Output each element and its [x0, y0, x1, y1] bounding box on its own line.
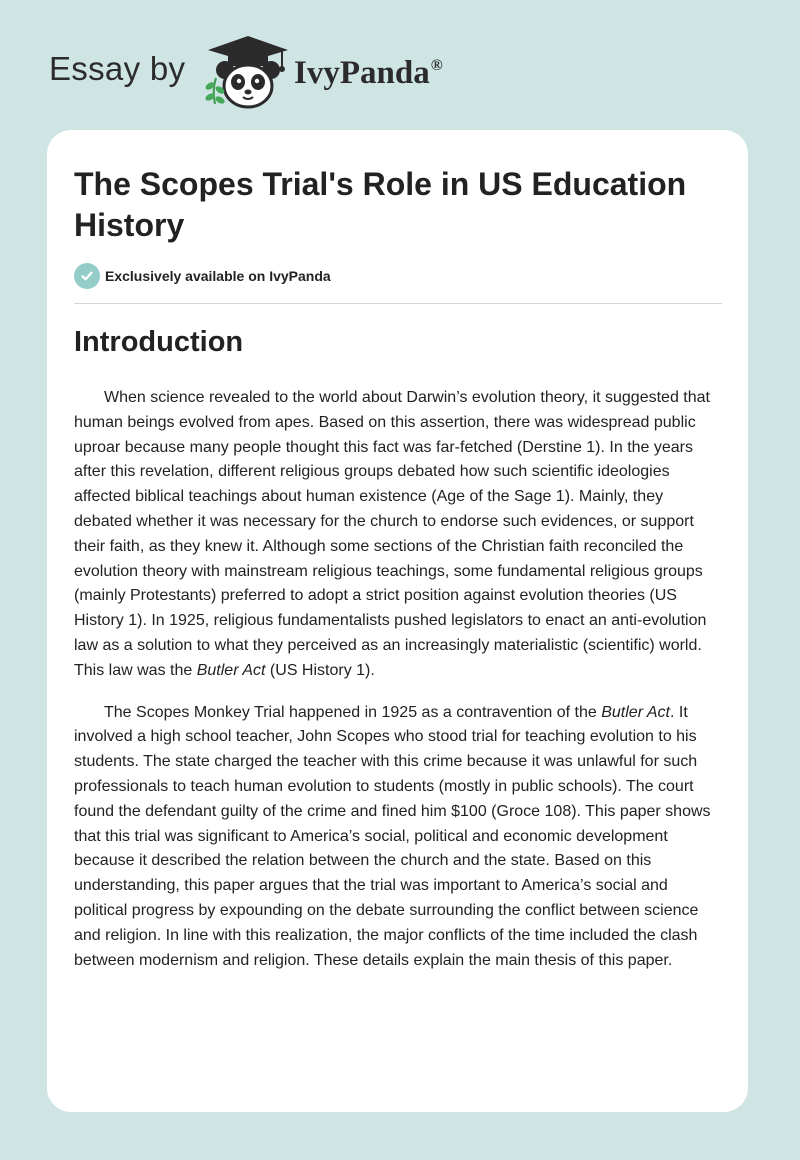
paragraph-text: . It involved a high school teacher, John Scopes who stood trial for teaching evolution to his students. The state charged the teacher with this crime because it was unlawful for such professionals to teach human evolution to students (mostly in public schools). The court found the defendant guilty of the crime and fined him $100 (Groce 108). This paper shows that this trial was significant to America’s social, political and economic development because it described the relation between the church and the state. Based on this understanding, this paper argues that the trial was important to America’s social and political progress by expounding on the debate surrounding the conflict between science and religion. In line with this realization, the major conflicts of the time included the clash between modernism and religion. These details explain the main thesis of this paper. [74, 703, 711, 969]
brand-name-text: IvyPanda [294, 55, 430, 91]
essay-by-label: Essay by [49, 50, 186, 87]
article-card [47, 130, 748, 1112]
brand-name[interactable] [294, 55, 443, 92]
registered-mark: ® [430, 57, 443, 74]
section-heading-introduction: Introduction [74, 326, 244, 358]
paragraph [74, 386, 724, 684]
check-circle-icon [74, 263, 100, 289]
paragraph-italic-text: Butler Act [196, 661, 266, 679]
paragraph-italic-text: Butler Act [601, 703, 670, 721]
exclusive-badge-label: Exclusively available on IvyPanda [105, 268, 331, 284]
exclusive-badge [74, 263, 331, 289]
paragraph-text: (US History 1). [265, 661, 375, 679]
page-title: The Scopes Trial's Role in US Education History [74, 166, 687, 243]
paragraph-text: When science revealed to the world about Darwin’s evolution theory, it suggested that human beings evolved from apes. Based on this assertion, there was widespread public uproar because many people thought this fact was far-fetched (Derstine 1). In the years after this revelation, different religious groups debated how such scientific ideologies affected biblical teachings about human existence (Age of the Sage 1). Mainly, they debated whether it was necessary for the church to endorse such evidences, or support their faith, as they knew it. Although some sections of the Christian faith reconciled the evolution theory with mainstream religious teachings, some fundamental religious groups (mainly Protestants) preferred to adopt a strict position against evolution theories (US History 1). In 1925, religious fundamentalists pushed legislators to enact an anti-evolution law as a solution to what they perceived as an increasingly materialistic (scientific) world. This law was the [74, 389, 710, 679]
paragraph [74, 701, 724, 974]
paragraph-text: The Scopes Monkey Trial happened in 1925 as a contravention of the [104, 703, 602, 721]
panda-graduate-logo-icon[interactable] [198, 34, 292, 110]
divider [74, 303, 722, 304]
site-header [0, 0, 800, 128]
article-body [74, 386, 724, 990]
